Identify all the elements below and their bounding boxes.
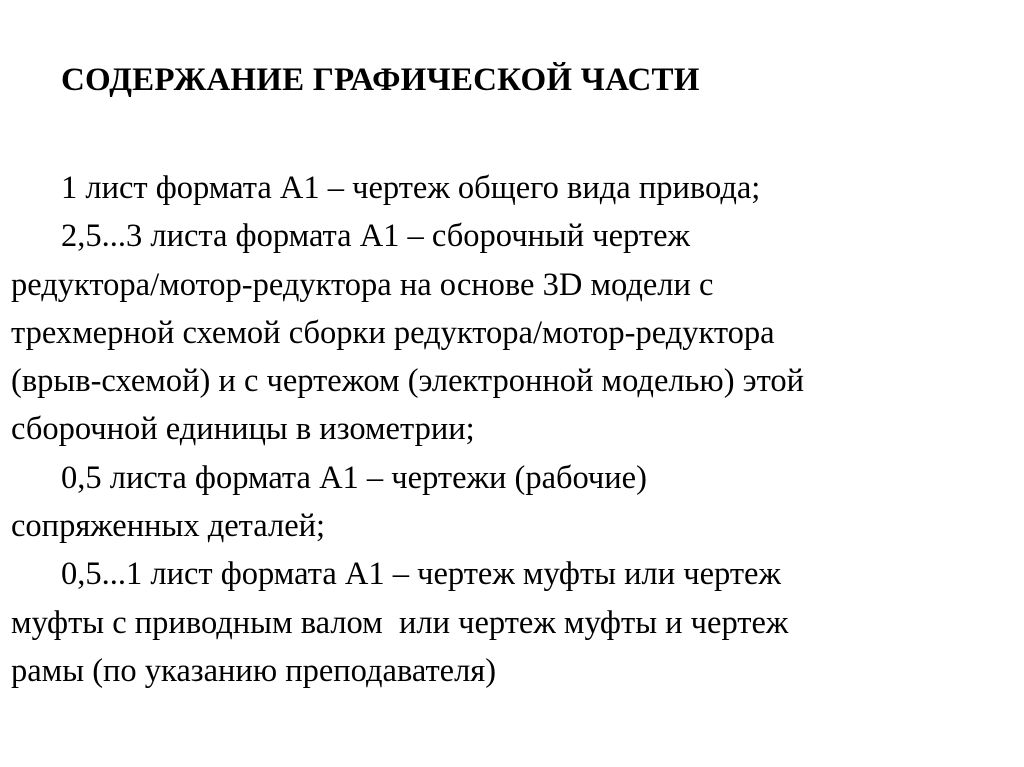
list-item-assembly-drawing: 2,5...3 листа формата А1 – сборочный чертеж редуктора/мотор-редуктора на основе 3D модели с трехмерной схемой сборки редуктора/мотор-редуктора (врыв-схемой) и с чертежом (электронной моделью) этой сборочной единицы в изометрии; [11, 218, 805, 448]
list-item-mating-parts: 0,5 листа формата А1 – чертежи (рабочие) сопряженных деталей; [11, 459, 647, 545]
list-item-drawing-general-view: 1 лист формата А1 – чертеж общего вида привода; [61, 170, 761, 206]
list-item-coupling-drawing: 0,5...1 лист формата А1 – чертеж муфты или чертеж муфты с приводным валом или чертеж муфты и чертеж рамы (по указанию преподавателя) [11, 556, 789, 689]
content-list [11, 164, 1001, 695]
slide-title: СОДЕРЖАНИЕ ГРАФИЧЕСКОЙ ЧАСТИ [61, 62, 700, 98]
